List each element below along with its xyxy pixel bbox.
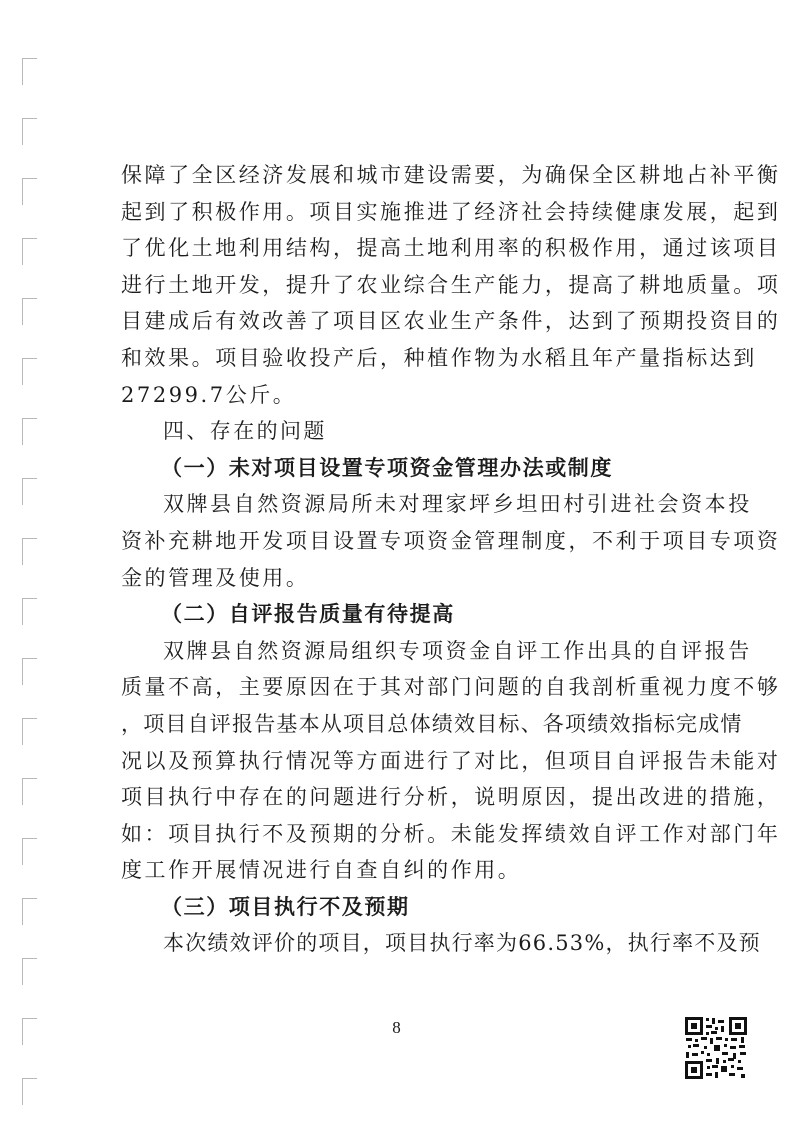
body-line: 保障了全区经济发展和城市建设需要，为确保全区耕地占补平衡	[121, 163, 781, 187]
issue-heading-three: （三）项目执行不及预期	[161, 894, 410, 919]
section-heading-four: 四、存在的问题	[163, 419, 327, 444]
issue-heading-one: （一）未对项目设置专项资金管理办法或制度	[161, 455, 613, 480]
paragraph-line: 金的管理及使用。	[121, 565, 310, 590]
paragraph-line: 资补充耕地开发项目设置专项资金管理制度，不利于项目专项资	[121, 528, 781, 553]
paragraph-line: 况以及预算执行情况等方面进行了对比，但项目自评报告未能对	[121, 748, 781, 773]
paragraph-line: 质量不高，主要原因在于其对部门问题的自我剖析重视力度不够	[121, 675, 781, 700]
paragraph-line: 双牌县自然资源局组织专项资金自评工作出具的自评报告	[163, 638, 752, 663]
paragraph-line: 双牌县自然资源局所未对理家坪乡坦田村引进社会资本投	[163, 492, 752, 517]
paragraph-line: ，项目自评报告基本从项目总体绩效目标、各项绩效指标完成情	[121, 711, 743, 736]
body-line: 起到了积极作用。项目实施推进了经济社会持续健康发展，起到	[121, 199, 781, 224]
body-line: 和效果。项目验收投产后，种植作物为水稻且年产量指标达到	[121, 345, 757, 370]
body-line: 27299.7公斤。	[121, 382, 297, 407]
paragraph-line: 度工作开展情况进行自查自纠的作用。	[121, 858, 522, 883]
page-number: 8	[392, 1018, 401, 1037]
binding-margin-marks	[0, 0, 40, 1121]
body-line: 目建成后有效改善了项目区农业生产条件，达到了预期投资目的	[121, 309, 781, 334]
qr-code	[684, 1016, 748, 1080]
body-line: 了优化土地利用结构，提高土地利用率的积极作用，通过该项目	[121, 236, 781, 261]
document-body	[121, 157, 781, 962]
paragraph-line: 如：项目执行不及预期的分析。未能发挥绩效自评工作对部门年	[121, 821, 781, 846]
paragraph-line: 项目执行中存在的问题进行分析，说明原因，提出改进的措施，	[121, 785, 781, 810]
paragraph-line: 本次绩效评价的项目，项目执行率为66.53%，执行率不及预	[163, 931, 761, 956]
issue-heading-two: （二）自评报告质量有待提高	[161, 602, 455, 627]
body-line: 进行土地开发，提升了农业综合生产能力，提高了耕地质量。项	[121, 272, 781, 297]
